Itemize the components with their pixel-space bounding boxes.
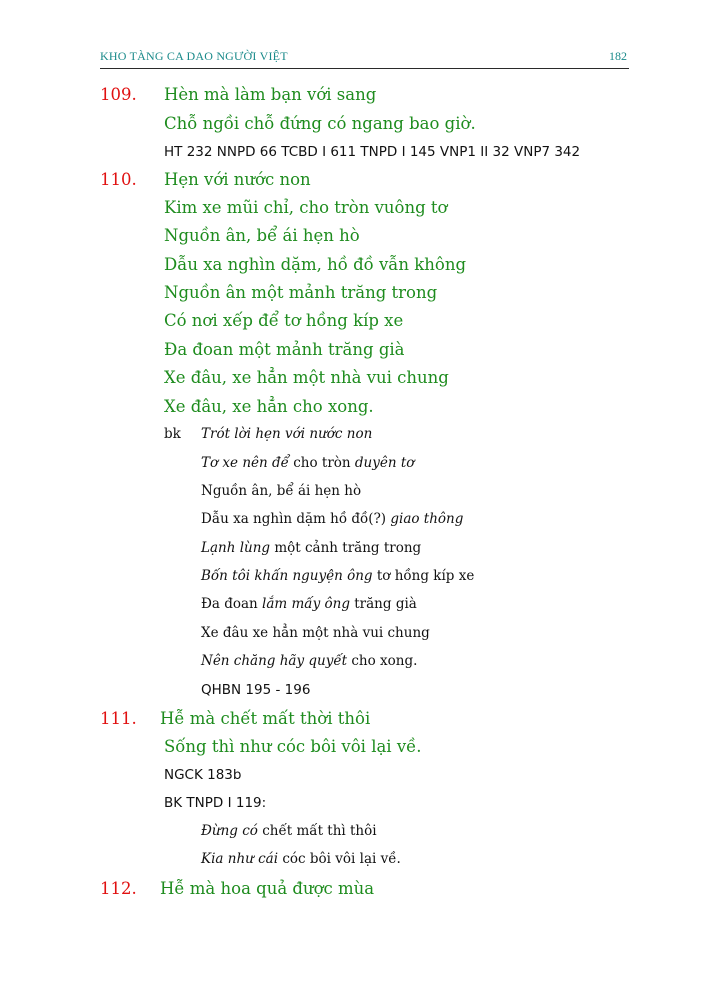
variant-line: Kia như cái cóc bôi vôi lại về.	[201, 851, 401, 867]
source-reference: QHBN 195 - 196	[201, 682, 311, 698]
variant-line: Trót lời hẹn với nước non	[201, 426, 373, 442]
source-reference: HT 232 NNPD 66 TCBD I 611 TNPD I 145 VNP1 II 32 VNP7 342	[164, 144, 581, 160]
verse-line: Hẹn với nước non	[164, 170, 311, 189]
entry-number: 109.	[100, 85, 137, 104]
entry-number: 112.	[100, 879, 137, 898]
verse-line: Hễ mà chết mất thời thôi	[160, 709, 371, 728]
variant-line: Đừng có chết mất thì thôi	[201, 823, 377, 839]
variant-line: Đa đoan lắm mấy ông trăng già	[201, 596, 417, 612]
page-header	[100, 48, 629, 69]
variant-label: bk	[164, 426, 181, 442]
verse-line: Xe đâu, xe hẳn cho xong.	[164, 397, 374, 416]
verse-line: Dẫu xa nghìn dặm, hồ đồ vẫn không	[164, 255, 467, 274]
verse-line: Hèn mà làm bạn với sang	[164, 85, 377, 104]
page-number: 182	[609, 49, 627, 63]
variant-line: Tơ xe nên để cho tròn duyên tơ	[201, 455, 415, 471]
verse-line: Hễ mà hoa quả được mùa	[160, 879, 375, 898]
verse-line: Nguồn ân một mảnh trăng trong	[164, 283, 438, 302]
verse-line: Kim xe mũi chỉ, cho tròn vuông tơ	[164, 198, 448, 217]
book-title: KHO TÀNG CA DAO NGƯỜI VIỆT	[100, 49, 288, 63]
variant-line: Dẫu xa nghìn dặm hồ đồ(?) giao thông	[201, 511, 464, 527]
source-reference: BK TNPD I 119:	[164, 795, 267, 811]
verse-line: Có nơi xếp để tơ hồng kíp xe	[164, 311, 404, 330]
variant-line: Xe đâu xe hẳn một nhà vui chung	[201, 625, 430, 641]
verse-line: Nguồn ân, bể ái hẹn hò	[164, 226, 360, 245]
entry-number: 111.	[100, 709, 137, 728]
entry-number: 110.	[100, 170, 137, 189]
variant-line: Nên chăng hãy quyết cho xong.	[201, 653, 418, 669]
variant-line: Lạnh lùng một cảnh trăng trong	[201, 540, 422, 556]
source-reference: NGCK 183b	[164, 767, 242, 783]
variant-line: Bốn tôi khấn nguyện ông tơ hồng kíp xe	[201, 568, 475, 584]
verse-line: Xe đâu, xe hẳn một nhà vui chung	[164, 368, 449, 387]
verse-line: Đa đoan một mảnh trăng già	[164, 340, 405, 359]
verse-line: Sống thì như cóc bôi vôi lại về.	[164, 737, 422, 756]
variant-line: Nguồn ân, bể ái hẹn hò	[201, 483, 362, 499]
verse-line: Chỗ ngồi chỗ đứng có ngang bao giờ.	[164, 114, 476, 133]
